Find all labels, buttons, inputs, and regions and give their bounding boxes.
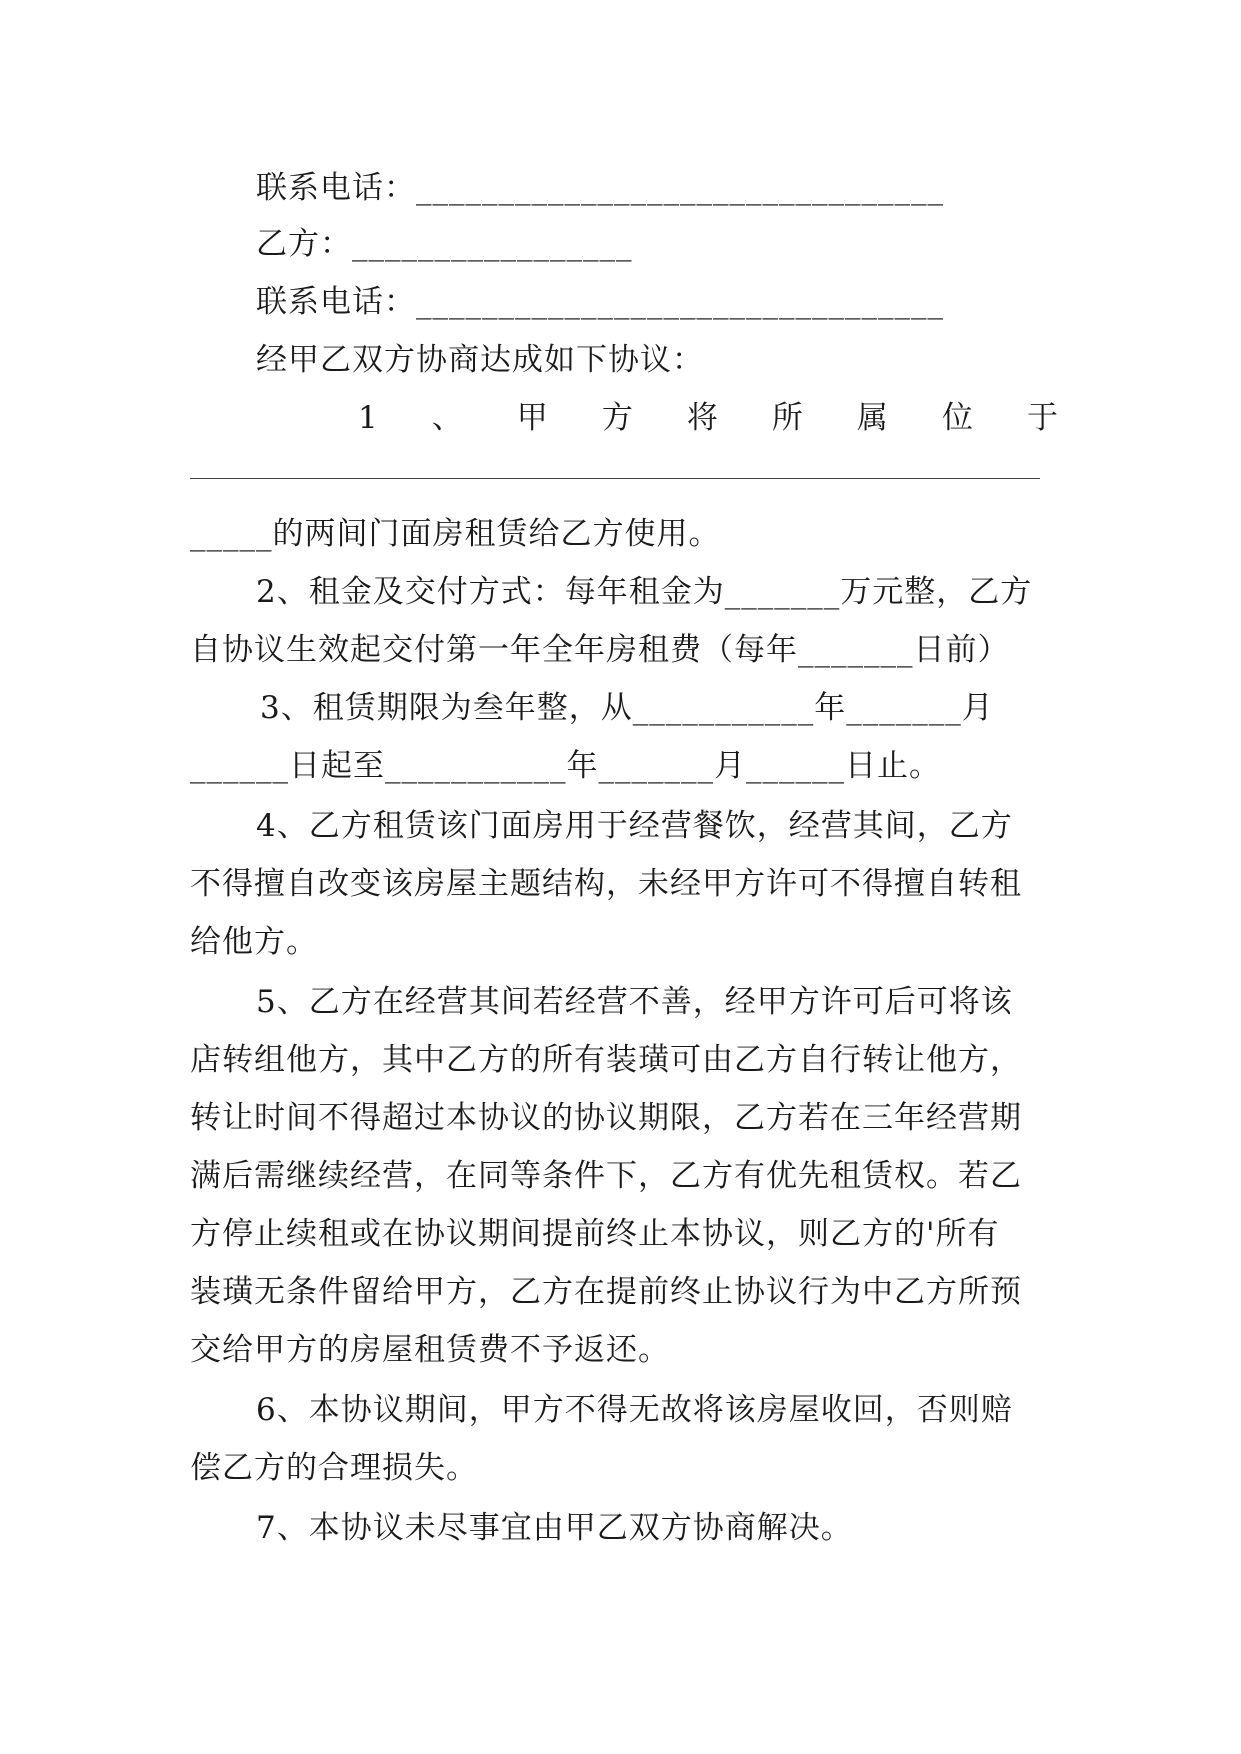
clause-6-line-2: 偿乙方的合理损失。 [190,1450,478,1486]
clause-1-char: 于 [1026,400,1058,436]
address-blank-rule [190,478,1040,479]
clause-4-line-1: 4、乙方租赁该门面房用于经营餐饮，经营其间，乙方 [256,808,1013,844]
clause-1-justified-line [358,398,1058,438]
clause-4-line-3: 给他方。 [190,924,318,960]
clause-1-end: _____的两间门面房租赁给乙方使用。 [190,516,721,552]
party-b-line: 乙方：_________________ [256,226,633,262]
clause-3-line-1: 3、租赁期限为叁年整，从___________年_______月 [260,690,994,726]
clause-3-line-2: ______日起至___________年_______月______日止。 [190,748,941,784]
clause-5-line-7: 交给甲方的房屋租赁费不予返还。 [190,1332,670,1368]
clause-6-line-1: 6、本协议期间，甲方不得无故将该房屋收回，否则赔 [256,1392,1013,1428]
clause-5-line-3: 转让时间不得超过本协议的协议期限，乙方若在三年经营期 [190,1100,1022,1136]
clause-2-line-2: 自协议生效起交付第一年全年房租费（每年_______日前） [190,632,1010,668]
clause-1-char: 位 [941,400,973,436]
clause-1-char: 、 [431,400,463,436]
party-a-phone-line: 联系电话：________________________________ [256,170,944,206]
clause-2-line-1: 2、租金及交付方式：每年租金为_______万元整，乙方 [256,574,1033,610]
clause-1-char: 属 [856,400,888,436]
clause-5-line-5: 方停止续租或在协议期间提前终止本协议，则乙方的'所有 [190,1216,1000,1252]
clause-5-line-1: 5、乙方在经营其间若经营不善，经甲方许可后可将该 [256,984,1013,1020]
clause-1-char: 甲 [516,400,548,436]
clause-5-line-2: 店转组他方，其中乙方的所有装璜可由乙方自行转让他方， [190,1042,1022,1078]
clause-1-char: 1 [358,400,378,436]
agreement-intro: 经甲乙双方协商达成如下协议： [256,342,704,378]
clause-5-line-4: 满后需继续经营，在同等条件下，乙方有优先租赁权。若乙 [190,1158,1022,1194]
clause-1-char: 将 [686,400,718,436]
clause-1-char: 所 [771,400,803,436]
party-b-phone-line: 联系电话：________________________________ [256,284,944,320]
clause-1-char: 方 [601,400,633,436]
clause-7-line-1: 7、本协议未尽事宜由甲乙双方协商解决。 [256,1510,853,1546]
clause-4-line-2: 不得擅自改变该房屋主题结构，未经甲方许可不得擅自转租 [190,866,1022,902]
clause-5-line-6: 装璜无条件留给甲方，乙方在提前终止协议行为中乙方所预 [190,1274,1022,1310]
